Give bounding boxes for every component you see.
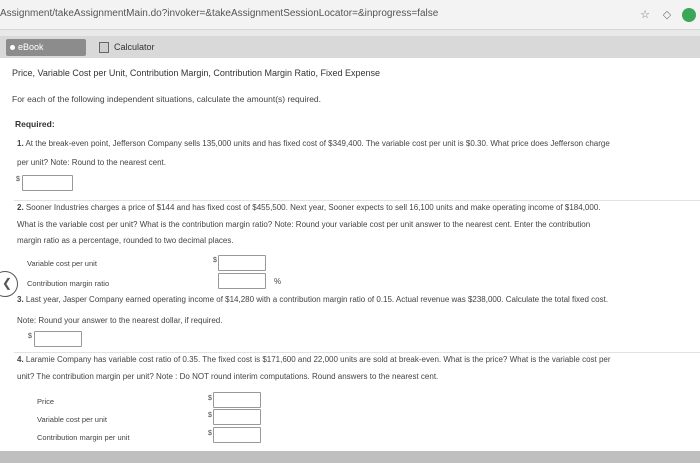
q2-row1-currency: $ xyxy=(213,257,217,264)
q4-cm-per-unit-input[interactable] xyxy=(213,427,261,443)
q4-row2-label: Variable cost per unit xyxy=(37,415,107,424)
tab-ebook-label: eBook xyxy=(18,42,44,52)
q2-line3: margin ratio as a percentage, rounded to two decimal places. xyxy=(17,236,234,245)
q4-line1: Laramie Company has variable cost ratio of 0.35. The fixed cost is $171,600 and 22,000 units are sold at break-even. What is the price? What is the variable cost per xyxy=(25,355,611,364)
browser-toolbar xyxy=(0,0,700,30)
q2-text xyxy=(17,201,601,215)
q1-text xyxy=(17,137,610,151)
tab-calculator[interactable] xyxy=(96,39,186,56)
q4-row1-label: Price xyxy=(37,397,55,406)
q4-row1-currency: $ xyxy=(208,395,212,402)
extension-icon[interactable] xyxy=(682,8,696,22)
q3-number: 3. xyxy=(17,295,24,304)
q1-line2: per unit? Note: Round to the nearest cent. xyxy=(17,158,166,167)
q1-number: 1. xyxy=(17,139,24,148)
tab-calculator-label: Calculator xyxy=(114,42,155,52)
q2-number: 2. xyxy=(17,203,24,212)
q4-variable-cost-input[interactable] xyxy=(213,409,261,425)
q4-row2-currency: $ xyxy=(208,412,212,419)
address-bar[interactable]: Assignment/takeAssignmentMain.do?invoker=&takeAssignmentSessionLocator=&inprogress=false xyxy=(0,8,439,19)
q2-row1-label: Variable cost per unit xyxy=(27,259,97,268)
ebook-icon xyxy=(10,45,15,50)
instructions: For each of the following independent situations, calculate the amount(s) required. xyxy=(12,94,322,104)
q2-line1: Sooner Industries charges a price of $144 and has fixed cost of $455,500. Next year, Sooner expects to sell 16,100 units and make operating income of $184,000. xyxy=(25,203,601,212)
q4-line2: unit? The contribution margin per unit? Note : Do NOT round interim computations. Round answers to the nearest cent. xyxy=(17,372,439,381)
previous-arrow-icon[interactable]: ❮ xyxy=(0,271,18,297)
q4-price-input[interactable] xyxy=(213,392,261,408)
q2-percent: % xyxy=(274,277,282,286)
q4-number: 4. xyxy=(17,355,24,364)
q2-row2-label: Contribution margin ratio xyxy=(27,279,110,288)
q1-line1: At the break-even point, Jefferson Company sells 135,000 units and has fixed cost of $349,400. The variable cost per unit is $0.30. What price does Jefferson charge xyxy=(25,139,610,148)
q4-row3-label: Contribution margin per unit xyxy=(37,433,130,442)
tool-tabs xyxy=(0,36,700,58)
page-title: Price, Variable Cost per Unit, Contribution Margin, Contribution Margin Ratio, Fixed Expense xyxy=(12,68,381,78)
q4-text xyxy=(17,353,611,367)
q3-fixed-cost-input[interactable] xyxy=(34,331,82,347)
q2-line2: What is the variable cost per unit? What is the contribution margin ratio? Note: Round your variable cost per unit answer to the nearest cent. Enter the contribution xyxy=(17,220,591,229)
q4-row3-currency: $ xyxy=(208,430,212,437)
q3-currency: $ xyxy=(28,333,32,340)
star-icon[interactable]: ☆ xyxy=(640,9,650,21)
q3-line2: Note: Round your answer to the nearest dollar, if required. xyxy=(17,316,223,325)
page-footer xyxy=(0,451,700,463)
q1-price-input[interactable] xyxy=(22,175,73,191)
shield-icon[interactable]: ◇ xyxy=(662,9,672,21)
assignment-content xyxy=(0,58,700,463)
q3-line1: Last year, Jasper Company earned operating income of $14,280 with a contribution margin ratio of 0.15. Actual revenue was $238,000. Calculate the total fixed cost. xyxy=(25,295,609,304)
q2-variable-cost-input[interactable] xyxy=(218,255,266,271)
tab-ebook[interactable] xyxy=(6,39,86,56)
q2-cm-ratio-input[interactable] xyxy=(218,273,266,289)
calculator-icon xyxy=(99,42,109,53)
q1-currency: $ xyxy=(16,176,20,183)
required-label: Required: xyxy=(15,119,55,129)
q3-text xyxy=(17,293,608,307)
